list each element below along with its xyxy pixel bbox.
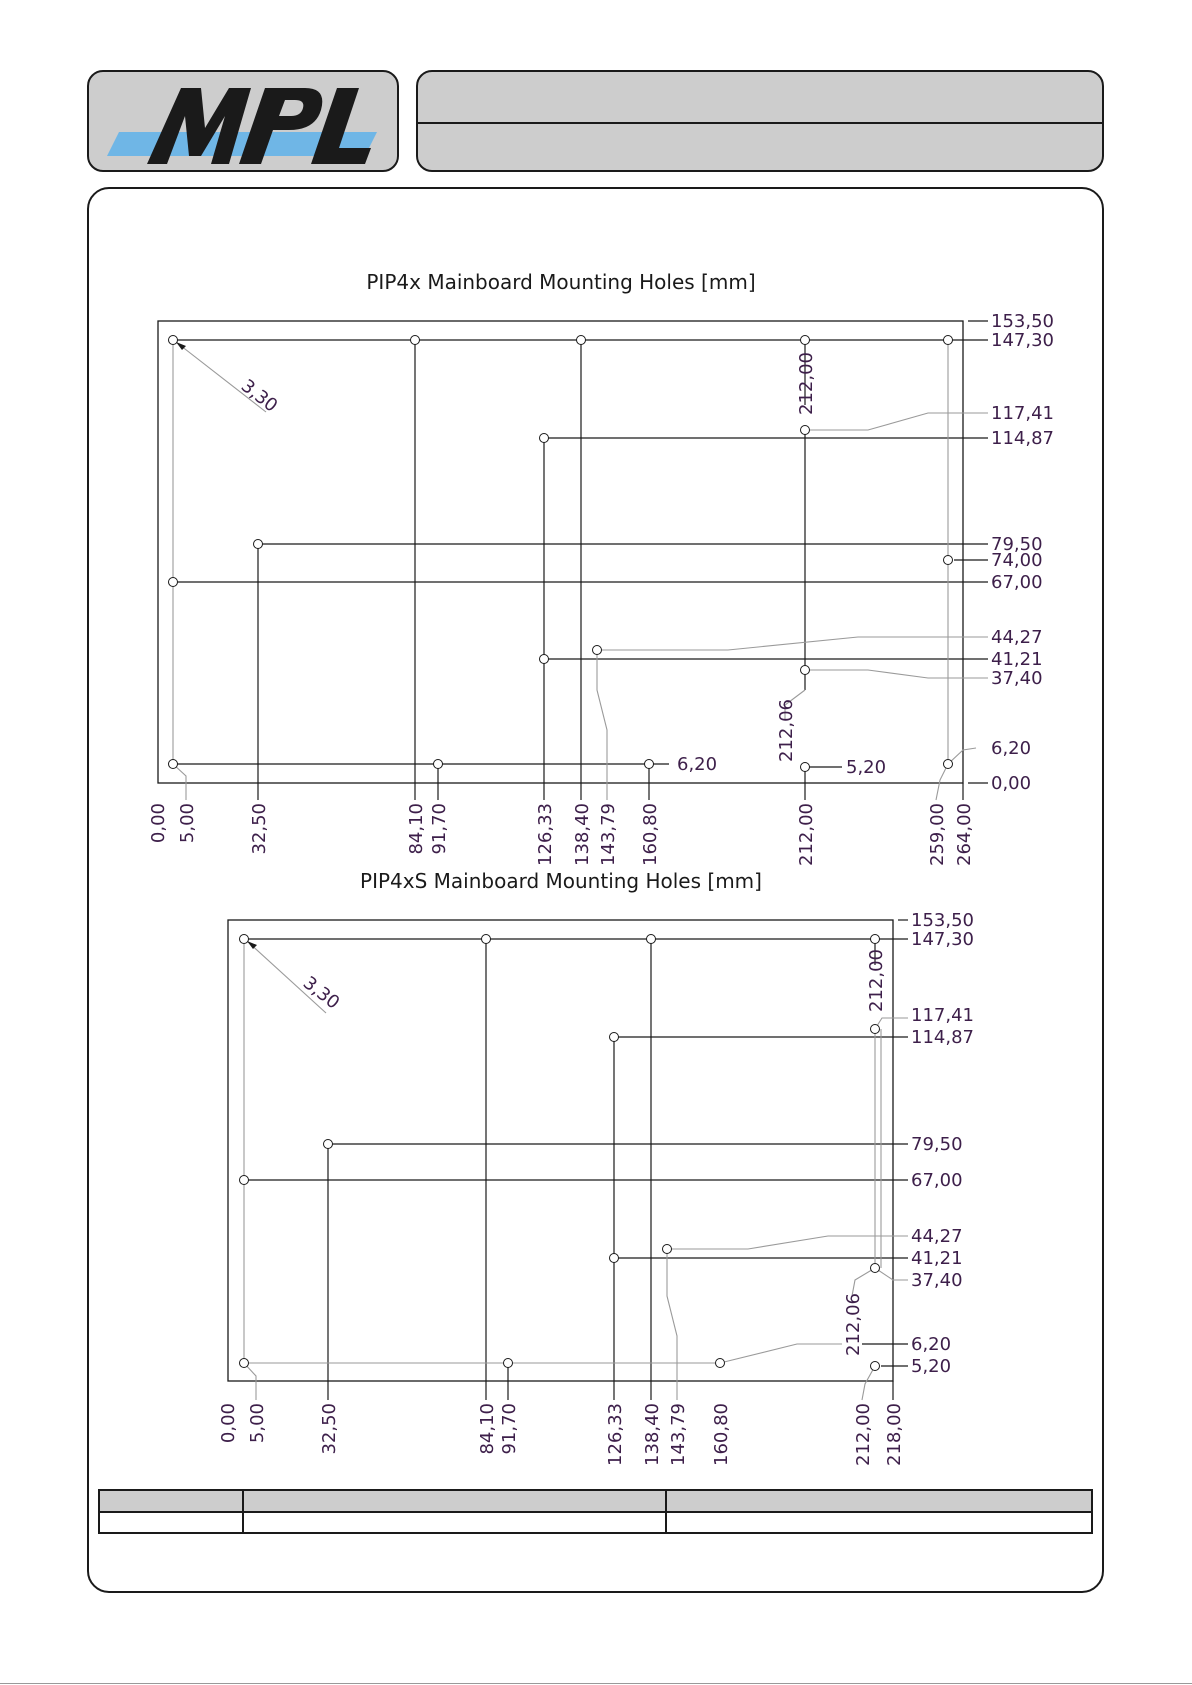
hole-diameter-label-1: 3,30 [236,375,282,417]
dim-label: 264,00 [954,803,975,866]
right-dim-labels-1 [991,311,1054,794]
vertical-lines-2 [328,939,893,1400]
dim-label: 153,50 [911,910,974,931]
dim-label: 5,00 [177,803,198,844]
hole-diameter-label-2: 3,30 [298,972,344,1014]
bottom-dim-labels-2 [218,1403,905,1466]
horizontal-lines-2 [244,920,908,1366]
dim-label: 37,40 [991,668,1043,689]
leader-lines-2 [244,939,908,1400]
dim-label: 138,40 [642,1403,663,1466]
dim-label: 212,06 [843,1293,864,1356]
dim-label: 6,20 [911,1334,952,1355]
dim-label: 212,00 [796,352,817,415]
holes-1 [169,336,953,772]
dim-label: 32,50 [319,1403,340,1455]
dim-label: 138,40 [572,803,593,866]
dim-label: 114,87 [991,428,1054,449]
dim-label: 79,50 [991,534,1043,555]
dim-label: 91,70 [499,1403,520,1455]
revision-header-cell [243,1490,666,1512]
revision-table-row [99,1512,1092,1533]
dim-label: 0,00 [148,803,169,844]
dim-label: 91,70 [429,803,450,855]
revision-cell [243,1512,666,1533]
dim-label: 126,33 [535,803,556,866]
drawing-pip4x [148,270,1054,866]
dim-label: 160,80 [711,1403,732,1466]
dim-label: 212,00 [796,803,817,866]
vertical-lines-1 [258,340,963,800]
dim-label: 32,50 [249,803,270,855]
dim-label: 0,00 [991,773,1032,794]
dim-label: 41,21 [991,649,1043,670]
revision-cell [666,1512,1092,1533]
dim-label: 74,00 [991,550,1043,571]
drawing-1-title: PIP4x Mainboard Mounting Holes [mm] [366,270,756,294]
dim-label: 44,27 [911,1226,963,1247]
inner-dim-labels-1 [677,352,886,778]
dim-label: 67,00 [911,1170,963,1191]
bottom-dim-labels-1 [148,803,975,866]
dim-label: 114,87 [911,1027,974,1048]
diameter-arrow-2 [247,941,257,949]
dim-label: 147,30 [911,929,974,950]
dim-label: 212,00 [866,949,887,1012]
page-bottom-edge [0,1683,1192,1684]
dim-label: 117,41 [911,1005,974,1026]
dim-label: 44,27 [991,627,1043,648]
revision-cell [99,1512,243,1533]
dim-label: 160,80 [640,803,661,866]
revision-table [98,1489,1093,1534]
dim-label: 37,40 [911,1270,963,1291]
dim-label: 84,10 [406,803,427,855]
dim-label: 5,00 [247,1403,268,1444]
revision-header-cell [666,1490,1092,1512]
dim-label: 84,10 [477,1403,498,1455]
dim-label: 0,00 [218,1403,239,1444]
dim-label: 5,20 [911,1356,952,1377]
dim-label: 6,20 [991,738,1032,759]
drawing-pip4xs [218,869,974,1466]
revision-header-cell [99,1490,243,1512]
dim-label: 79,50 [911,1134,963,1155]
board-outline-1 [158,321,963,783]
dim-label: 5,20 [846,757,887,778]
dim-label: 212,00 [853,1403,874,1466]
dim-label: 143,79 [668,1403,689,1466]
dim-label: 41,21 [911,1248,963,1269]
dim-label: 218,00 [884,1403,905,1466]
dim-label: 259,00 [927,803,948,866]
dim-label: 143,79 [598,803,619,866]
revision-table-header [99,1490,1092,1512]
dim-label: 67,00 [991,572,1043,593]
dim-label: 212,06 [776,699,797,762]
dim-label: 126,33 [605,1403,626,1466]
dim-label: 6,20 [677,754,718,775]
drawing-2-title: PIP4xS Mainboard Mounting Holes [mm] [360,869,762,893]
dim-label: 147,30 [991,330,1054,351]
right-dim-labels-2 [911,910,974,1377]
dim-label: 153,50 [991,311,1054,332]
dim-label: 117,41 [991,403,1054,424]
inner-dim-labels-2 [843,949,887,1356]
